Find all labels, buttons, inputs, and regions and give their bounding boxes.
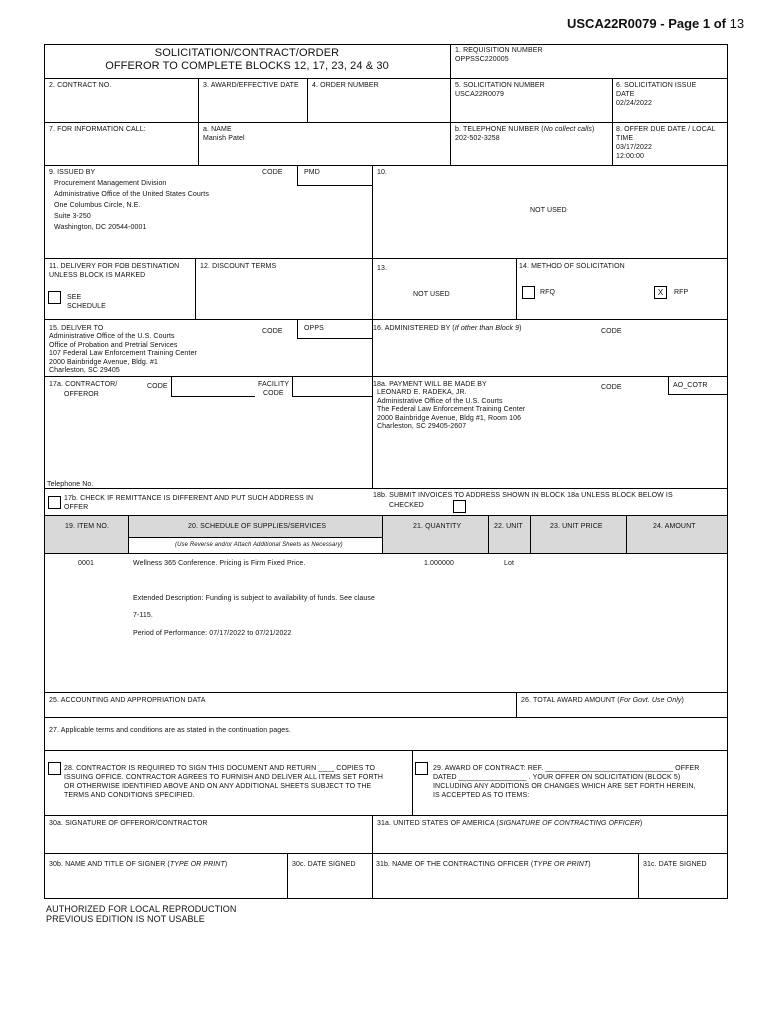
b7a-label: a. NAME (203, 126, 232, 133)
b13-label: 13. (377, 265, 388, 272)
b16-code-label: CODE (601, 328, 622, 335)
page-header: USCA22R0079 - Page 1 of 13 (567, 16, 745, 31)
b30a-label: 30a. SIGNATURE OF OFFEROR/CONTRACTOR (49, 820, 208, 827)
b31b-label: 31b. NAME OF THE CONTRACTING OFFICER (TYPE OR PRINT) (376, 861, 591, 868)
item-qty: 1.000000 (424, 560, 454, 567)
b17a-label1: 17a. CONTRACTOR/ (49, 381, 118, 388)
b7-label: 7. FOR INFORMATION CALL: (49, 126, 146, 133)
contact-phone: 202-502-3258 (455, 135, 500, 142)
b7b-label: b. TELEPHONE NUMBER (No collect calls) (455, 126, 595, 133)
b12-label: 12. DISCOUNT TERMS (200, 263, 277, 270)
b31c-label: 31c. DATE SIGNED (643, 861, 707, 868)
b28-text: 28. CONTRACTOR IS REQUIRED TO SIGN THIS DOCUMENT AND RETURN ____ COPIES TO ISSUING OFFICE. CONTRACTOR AGREES TO FURNISH AND DELIVER ALL ITEMS SET FORTH OR OTHERWISE IDENTIFIED ABOVE AND ON ANY ADDITIONAL SHEETS SUBJECT TO THE TERMS AND CONDITIONS SPECIFIED. (64, 765, 384, 799)
b5-label: 5. SOLICITATION NUMBER (455, 82, 545, 89)
b9-code: PMD (304, 169, 320, 176)
form-id: USCA22R0079 (567, 16, 657, 31)
b18a-label: 18a. PAYMENT WILL BE MADE BY (373, 381, 487, 388)
b4-label: 4. ORDER NUMBER (312, 82, 379, 89)
requisition-number: OPPSSC220005 (455, 56, 509, 63)
b25-label: 25. ACCOUNTING AND APPROPRIATION DATA (49, 697, 206, 704)
b17a-label2: OFFEROR (64, 391, 99, 398)
b29-text: 29. AWARD OF CONTRACT: REF. ________________________________ OFFER DATED _________________ . YOUR OFFER ON SOLICITATION (BLOCK 5) INCLUDING ANY ADDITIONS OR CHANGES WHICH ARE SET FORTH HEREIN, IS ACCEPTED AS TO ITEMS: (433, 765, 700, 799)
b11-opt2: SCHEDULE (67, 303, 106, 310)
b6-label1: 6. SOLICITATION ISSUE (616, 82, 697, 89)
b8-label1: 8. OFFER DUE DATE / LOCAL (616, 126, 716, 133)
b10-value: NOT USED (530, 207, 567, 214)
b30b-label: 30b. NAME AND TITLE OF SIGNER (TYPE OR PRINT) (49, 861, 228, 868)
page-label: Page 1 of (668, 16, 726, 31)
b11-label2: UNLESS BLOCK IS MARKED (49, 272, 146, 279)
page-total: 13 (729, 16, 745, 31)
remittance-checkbox[interactable] (48, 496, 61, 509)
b31a-label: 31a. UNITED STATES OF AMERICA (SIGNATURE OF CONTRACTING OFFICER) (377, 820, 643, 827)
b3-label: 3. AWARD/EFFECTIVE DATE (203, 82, 299, 89)
deliver-to-address: Administrative Office of the U.S. Courts Office of Probation and Pretrial Services 107 Federal Law Enforcement Training Center 2000 Bainbridge Avenue, Bldg. #1 Charleston, SC 29405 (49, 333, 197, 374)
footer: AUTHORIZED FOR LOCAL REPRODUCTION PREVIOUS EDITION IS NOT USABLE (46, 904, 237, 924)
issued-by-address: Procurement Management Division Administrative Office of the United States Courts One Columbus Circle, N.E. Suite 3-250 Washington, DC 20544-0001 (54, 180, 209, 231)
b18a-code: AO_COTR (673, 382, 708, 389)
b8-label2: TIME (616, 135, 634, 142)
col-amount: 24. AMOUNT (653, 523, 696, 530)
b16-label: 16. ADMINISTERED BY (If other than Block 9) (373, 325, 522, 332)
col-schedule: 20. SCHEDULE OF SUPPLIES/SERVICES (188, 523, 327, 530)
b11-opt1: SEE (67, 294, 82, 301)
b30c-label: 30c. DATE SIGNED (292, 861, 356, 868)
invoice-checkbox[interactable] (453, 500, 466, 513)
extended-desc-2: 7-115. (133, 612, 153, 619)
col-unit-price: 23. UNIT PRICE (550, 523, 603, 530)
item-unit: Lot (504, 560, 515, 567)
payment-address: LEONARD E. RADEKA, JR. Administrative Office of the U.S. Courts The Federal Law Enforcement Training Center 2000 Bainbridge Avenue, Bldg #1, Room 106 Charleston, SC 29405-2607 (377, 389, 526, 430)
solicitation-number: USCA22R0079 (455, 91, 504, 98)
b15-code-label: CODE (262, 328, 283, 335)
offer-due-date: 03/17/2022 (616, 144, 653, 151)
rfq-checkbox[interactable] (522, 286, 535, 299)
b18b-line1: 18b. SUBMIT INVOICES TO ADDRESS SHOWN IN BLOCK 18a UNLESS BLOCK BELOW IS (373, 492, 673, 499)
item-desc: Wellness 365 Conference. Pricing is Firm Fixed Price. (133, 560, 306, 567)
contact-name: Manish Patel (203, 135, 245, 142)
b6-label2: DATE (616, 91, 635, 98)
b27-label: 27. Applicable terms and conditions are as stated in the continuation pages. (49, 727, 291, 734)
facility-label1: FACILITY (258, 381, 290, 388)
extended-desc-1: Extended Description: Funding is subject to availability of funds. See clause (133, 595, 375, 602)
b18b-line2: CHECKED (389, 502, 424, 509)
col-unit: 22. UNIT (494, 523, 523, 530)
see-schedule-checkbox[interactable] (48, 291, 61, 304)
b10-label: 10. (377, 169, 388, 176)
b2-label: 2. CONTRACT NO. (49, 82, 112, 89)
b15-label: 15. DELIVER TO (49, 325, 104, 332)
b18a-code-label: CODE (601, 384, 622, 391)
b29-checkbox[interactable] (415, 762, 428, 775)
rfp-checkbox[interactable]: X (654, 286, 667, 299)
b11-label1: 11. DELIVERY FOR FOB DESTINATION (49, 263, 180, 270)
b14-label: 14. METHOD OF SOLICITATION (519, 263, 625, 270)
b13-value: NOT USED (413, 291, 450, 298)
b28-checkbox[interactable] (48, 762, 61, 775)
col-item-no: 19. ITEM NO. (65, 523, 109, 530)
col-schedule-sub: (Use Reverse and/or Attach Additional Sheets as Necessary) (175, 542, 343, 548)
offer-due-time: 12:00:00 (616, 153, 645, 160)
rfp-label: RFP (674, 289, 689, 296)
facility-label2: CODE (263, 390, 284, 397)
col-quantity: 21. QUANTITY (413, 523, 462, 530)
b9-label: 9. ISSUED BY (49, 169, 96, 176)
b9-code-label: CODE (262, 169, 283, 176)
b17b-line2: OFFER (64, 504, 89, 511)
telephone-label: Telephone No. (47, 481, 94, 488)
b17a-code-label: CODE (147, 383, 168, 390)
form-title: SOLICITATION/CONTRACT/ORDER OFFEROR TO COMPLETE BLOCKS 12, 17, 23, 24 & 30 (105, 47, 389, 72)
b26-label: 26. TOTAL AWARD AMOUNT (For Govt. Use Only) (521, 697, 684, 704)
extended-desc-3: Period of Performance: 07/17/2022 to 07/21/2022 (133, 630, 292, 637)
b1-label: 1. REQUISITION NUMBER (455, 47, 543, 54)
b17b-line1: 17b. CHECK IF REMITTANCE IS DIFFERENT AND PUT SUCH ADDRESS IN (64, 495, 314, 502)
rfq-label: RFQ (540, 289, 556, 296)
item-no: 0001 (78, 560, 94, 567)
issue-date: 02/24/2022 (616, 100, 653, 107)
b15-code: OPPS (304, 325, 324, 332)
